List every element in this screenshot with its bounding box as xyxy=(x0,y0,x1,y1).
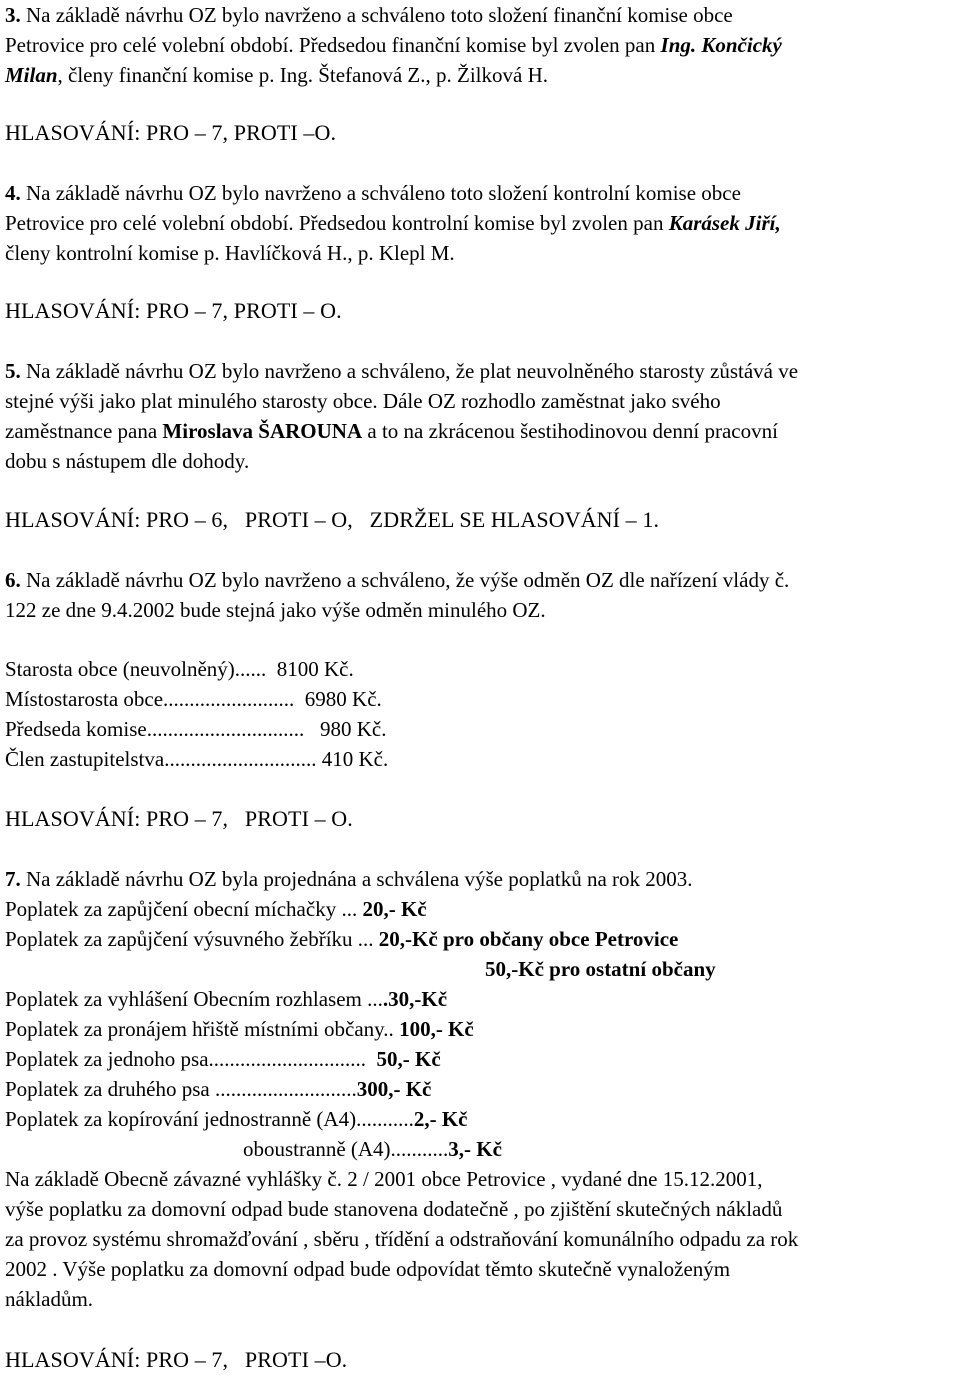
fee-row xyxy=(5,1014,474,1044)
fee-label: Poplatek za jednoho psa.............................. xyxy=(5,1047,377,1071)
section-4-line-2 xyxy=(5,208,781,238)
text: Na základě návrhu OZ bylo navrženo a schváleno toto složení finanční komise obce xyxy=(26,3,733,27)
fee-row xyxy=(5,1074,431,1104)
paragraph-line: Na základě Obecně závazné vyhlášky č. 2 / 2001 obce Petrovice , vydané dne 15.12.2001, xyxy=(5,1167,763,1191)
section-3-line-3 xyxy=(5,60,548,90)
text: Petrovice pro celé volební období. Předsedou finanční komise byl zvolen pan xyxy=(5,33,661,57)
section-6-vote: HLASOVÁNÍ: PRO – 7, PROTI – O. xyxy=(5,806,353,831)
paragraph-line: výše poplatku za domovní odpad bude stanovena dodatečně , po zjištění skutečných nákladů xyxy=(5,1197,783,1221)
paragraph-line: 2002 . Výše poplatku za domovní odpad bude odpovídat těmto skutečně vynaloženým xyxy=(5,1257,731,1281)
section-6-line-2: 122 ze dne 9.4.2002 bude stejná jako výše odměn minulého OZ. xyxy=(5,598,546,622)
reward-row: Místostarosta obce......................... 6980 Kč. xyxy=(5,687,382,711)
fee-value: 2,- Kč xyxy=(413,1107,468,1131)
section-4-line-3: členy kontrolní komise p. Havlíčková H., p. Klepl M. xyxy=(5,241,455,265)
text: Na základě návrhu OZ bylo navrženo a schváleno, že plat neuvolněného starosty zůstává ve xyxy=(26,359,799,383)
fee-label: Poplatek za vyhlášení Obecním rozhlasem ... xyxy=(5,987,383,1011)
fee-value: 100,- Kč xyxy=(399,1017,474,1041)
fee-row xyxy=(243,1134,502,1164)
fee-label: oboustranně (A4)........... xyxy=(243,1137,449,1161)
text: a to na zkrácenou šestihodinovou denní pracovní xyxy=(362,419,778,443)
section-5-line-4: dobu s nástupem dle dohody. xyxy=(5,449,250,473)
text: zaměstnance pana xyxy=(5,419,163,443)
section-number: 7. xyxy=(5,867,21,891)
fee-row xyxy=(5,1044,441,1074)
fee-value: 50,- Kč xyxy=(376,1047,441,1071)
fee-row xyxy=(5,924,678,954)
paragraph-line: za provoz systému shromažďování , sběru , třídění a odstraňování komunálního odpadu za rok xyxy=(5,1227,799,1251)
section-number: 5. xyxy=(5,359,21,383)
section-6-line-1 xyxy=(5,565,789,595)
fee-value: 50,-Kč pro ostatní občany xyxy=(485,957,716,981)
section-7-vote: HLASOVÁNÍ: PRO – 7, PROTI –O. xyxy=(5,1347,348,1372)
reward-row: Člen zastupitelstva............................. 410 Kč. xyxy=(5,747,389,771)
fee-label: Poplatek za pronájem hřiště místními občany.. xyxy=(5,1017,400,1041)
fee-label: Poplatek za zapůjčení obecní míchačky ... xyxy=(5,897,363,921)
fee-value: 20,- Kč xyxy=(362,897,427,921)
section-5-line-1 xyxy=(5,356,798,386)
paragraph-line: nákladům. xyxy=(5,1287,94,1311)
text: Petrovice pro celé volební období. Předsedou kontrolní komise byl zvolen pan xyxy=(5,211,669,235)
section-number: 3. xyxy=(5,3,21,27)
section-4-line-1 xyxy=(5,178,741,208)
fee-row xyxy=(485,954,716,984)
employee-name: Miroslava ŠAROUNA xyxy=(162,419,363,443)
fee-value: 20,-Kč pro občany obce Petrovice xyxy=(378,927,679,951)
reward-row: Předseda komise.............................. 980 Kč. xyxy=(5,717,387,741)
section-5-vote: HLASOVÁNÍ: PRO – 6, PROTI – O, ZDRŽEL SE HLASOVÁNÍ – 1. xyxy=(5,507,660,532)
section-3-line-1 xyxy=(5,0,733,30)
section-5-line-3 xyxy=(5,416,778,446)
fee-value: 3,- Kč xyxy=(448,1137,502,1161)
section-number: 6. xyxy=(5,568,21,592)
fee-row xyxy=(5,1104,467,1134)
fee-value: 300,- Kč xyxy=(356,1077,432,1101)
section-7-line-1 xyxy=(5,864,693,894)
chair-name: Karásek Jiří, xyxy=(668,211,781,235)
reward-row: Starosta obce (neuvolněný)...... 8100 Kč. xyxy=(5,657,354,681)
section-5-line-2: stejné výši jako plat minulého starosty obce. Dále OZ rozhodlo zaměstnat jako svého xyxy=(5,389,721,413)
text: Na základě návrhu OZ byla projednána a schválena výše poplatků na rok 2003. xyxy=(26,867,693,891)
fee-label: Poplatek za zapůjčení výsuvného žebříku ... xyxy=(5,927,379,951)
text: Na základě návrhu OZ bylo navrženo a schváleno toto složení kontrolní komise obce xyxy=(26,181,741,205)
section-3-vote: HLASOVÁNÍ: PRO – 7, PROTI –O. xyxy=(5,120,337,145)
chair-name-cont: Milan xyxy=(5,63,58,87)
text: Na základě návrhu OZ bylo navrženo a schváleno, že výše odměn OZ dle nařízení vlády č. xyxy=(26,568,790,592)
fee-row xyxy=(5,894,427,924)
fee-row xyxy=(5,984,447,1014)
section-4-vote: HLASOVÁNÍ: PRO – 7, PROTI – O. xyxy=(5,298,342,323)
section-3-line-2 xyxy=(5,30,782,60)
chair-name: Ing. Končický xyxy=(660,33,782,57)
fee-label: Poplatek za kopírování jednostranně (A4)........... xyxy=(5,1107,414,1131)
fee-value: .30,-Kč xyxy=(382,987,448,1011)
fee-label: Poplatek za druhého psa ........................... xyxy=(5,1077,357,1101)
section-number: 4. xyxy=(5,181,21,205)
text: , členy finanční komise p. Ing. Štefanová Z., p. Žilková H. xyxy=(57,63,548,87)
